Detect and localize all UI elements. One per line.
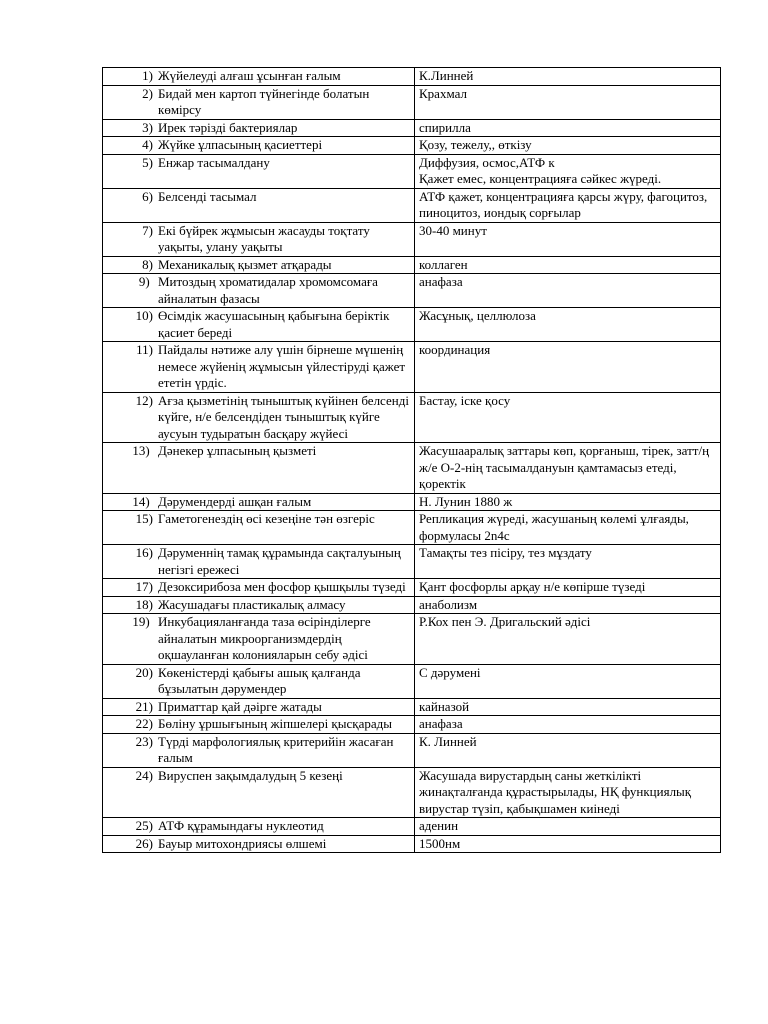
- row-number: 19): [132, 614, 153, 629]
- row-number: 9): [138, 274, 153, 289]
- answer-cell: коллаген: [415, 256, 721, 274]
- row-number: 21): [135, 698, 153, 714]
- table-row: [103, 664, 721, 698]
- row-number: 25): [135, 818, 153, 833]
- question-text: Дәрумендерді ашқан ғалым: [158, 493, 312, 509]
- row-number: 23): [135, 733, 153, 749]
- row-number: 8): [142, 256, 153, 272]
- row-number: 10): [135, 308, 153, 323]
- row-number: 3): [142, 119, 153, 135]
- question-text: Түрді марфологиялық критерийін жасаған ғалым: [158, 733, 394, 765]
- row-number: 12): [135, 392, 153, 408]
- question-text: Көкеністерді қабығы ашық қалғанда бұзылатын дәрумендер: [158, 664, 361, 696]
- row-number: 7): [142, 222, 153, 238]
- table-row: [103, 443, 721, 494]
- question-cell: [103, 545, 415, 579]
- table-row: [103, 545, 721, 579]
- question-cell: [103, 274, 415, 308]
- question-cell: [103, 716, 415, 734]
- question-text: Пайдалы нәтиже алу үшін бірнеше мүшенің немесе жүйенің жұмысын үйлестіруді қажет ететін үрдіс.: [158, 342, 406, 390]
- row-number: 14): [132, 493, 153, 509]
- question-text: Вируспен зақымдалудың 5 кезеңі: [158, 767, 343, 783]
- table-row: [103, 68, 721, 86]
- answer-cell: Қант фосфорлы арқау н/е көпірше түзеді: [415, 579, 721, 597]
- table-row: [103, 614, 721, 665]
- answer-cell: Жасушада вирустардың саны жеткілікті жинақталғанда құрастырылады, НҚ функциялық вирустар түзіп, қабықшамен киінеді: [415, 767, 721, 818]
- table-row: [103, 596, 721, 614]
- answer-cell: С дәрумені: [415, 664, 721, 698]
- answer-cell: Р.Кох пен Э. Дригальский әдісі: [415, 614, 721, 665]
- question-cell: [103, 85, 415, 119]
- table-row: [103, 511, 721, 545]
- answer-cell: Жасұнық, целлюлоза: [415, 308, 721, 342]
- question-text: Жасушадағы пластикалық алмасу: [158, 596, 346, 612]
- question-cell: [103, 596, 415, 614]
- answer-cell: Бастау, іске қосу: [415, 392, 721, 443]
- table-row: [103, 119, 721, 137]
- table-row: [103, 698, 721, 716]
- row-number: 15): [135, 511, 153, 526]
- answer-cell: аденин: [415, 818, 721, 836]
- question-text: Дәруменнің тамақ құрамында сақталуының негізгі ережесі: [158, 545, 401, 577]
- question-cell: [103, 767, 415, 818]
- table-row: [103, 256, 721, 274]
- table-row: [103, 579, 721, 597]
- table-row: [103, 493, 721, 511]
- row-number: 6): [142, 188, 153, 204]
- question-cell: [103, 308, 415, 342]
- question-text: Бауыр митохондриясы өлшемі: [158, 835, 327, 851]
- answer-cell: анафаза: [415, 274, 721, 308]
- answer-cell: кайназой: [415, 698, 721, 716]
- question-cell: [103, 222, 415, 256]
- table-row: [103, 767, 721, 818]
- question-cell: [103, 119, 415, 137]
- row-number: 1): [142, 68, 153, 83]
- answer-cell: Крахмал: [415, 85, 721, 119]
- row-number: 13): [132, 443, 153, 458]
- question-cell: [103, 664, 415, 698]
- row-number: 16): [135, 545, 153, 560]
- answer-cell: координация: [415, 342, 721, 393]
- question-cell: [103, 392, 415, 443]
- table-row: [103, 188, 721, 222]
- qa-table-body: [103, 68, 721, 853]
- answer-cell: 30-40 минут: [415, 222, 721, 256]
- table-row: [103, 85, 721, 119]
- row-number: 4): [142, 137, 153, 152]
- answer-cell: анаболизм: [415, 596, 721, 614]
- question-cell: [103, 493, 415, 511]
- answer-cell: Тамақты тез пісіру, тез мұздату: [415, 545, 721, 579]
- row-number: 5): [142, 154, 153, 170]
- answer-cell: Репликация жүреді, жасушаның көлемі ұлғаяды, формуласы 2n4c: [415, 511, 721, 545]
- question-cell: [103, 342, 415, 393]
- question-cell: [103, 443, 415, 494]
- row-number: 18): [135, 596, 153, 612]
- question-text: Өсімдік жасушасының қабығына беріктік қасиет береді: [158, 308, 390, 340]
- row-number: 2): [142, 85, 153, 101]
- table-row: [103, 222, 721, 256]
- table-row: [103, 308, 721, 342]
- question-cell: [103, 137, 415, 155]
- table-row: [103, 716, 721, 734]
- question-text: АТФ құрамындағы нуклеотид: [158, 818, 324, 833]
- row-number: 11): [136, 342, 153, 357]
- row-number: 17): [135, 579, 153, 594]
- table-row: [103, 342, 721, 393]
- answer-cell: Қозу, тежелу,, өткізу: [415, 137, 721, 155]
- question-text: Митоздың хроматидалар хромомсомаға айналатын фазасы: [158, 274, 378, 306]
- answer-cell: К.Линней: [415, 68, 721, 86]
- table-row: [103, 137, 721, 155]
- table-row: [103, 154, 721, 188]
- answer-cell: спирилла: [415, 119, 721, 137]
- row-number: 22): [135, 716, 153, 731]
- question-cell: [103, 256, 415, 274]
- question-cell: [103, 818, 415, 836]
- question-text: Жүйелеуді алғаш ұсынған ғалым: [158, 68, 341, 83]
- row-number: 26): [135, 835, 153, 851]
- answer-cell: Жасушааралық заттары көп, қорғаныш, тірек, затт/ң ж/е О-2-нің тасымалдануын қамтамасыз етеді, қоректік: [415, 443, 721, 494]
- question-cell: [103, 614, 415, 665]
- row-number: 24): [135, 767, 153, 783]
- question-cell: [103, 733, 415, 767]
- table-row: [103, 274, 721, 308]
- answer-cell: анафаза: [415, 716, 721, 734]
- question-text: Ағза қызметінің тыныштық күйінен белсенді күйге, н/е белсендіден тыныштық күйге аусуын тудыратын басқару жүйесі: [158, 392, 409, 441]
- question-text: Инкубацияланғанда таза өсірінділерге айналатын микроорганизмдердің оқшауланған колонияларын себу әдісі: [158, 614, 371, 662]
- question-cell: [103, 154, 415, 188]
- table-row: [103, 818, 721, 836]
- row-number: 20): [135, 664, 153, 680]
- table-row: [103, 733, 721, 767]
- answer-cell: К. Линней: [415, 733, 721, 767]
- question-text: Екі бүйрек жұмысын жасауды тоқтату уақыты, улану уақыты: [158, 222, 370, 254]
- question-text: Механикалық қызмет атқарады: [158, 256, 332, 272]
- question-text: Ирек тәрізді бактериялар: [158, 119, 298, 135]
- question-text: Белсенді тасымал: [158, 188, 257, 204]
- question-text: Гаметогенездің өсі кезеңіне тән өзгеріс: [158, 511, 375, 526]
- question-text: Енжар тасымалдану: [158, 154, 270, 170]
- answer-cell: Диффузия, осмос,АТФ к Қажет емес, концентрацияға сәйкес жүреді.: [415, 154, 721, 188]
- question-text: Жүйке ұлпасының қасиеттері: [158, 137, 323, 152]
- question-cell: [103, 68, 415, 86]
- answer-cell: 1500нм: [415, 835, 721, 853]
- table-row: [103, 835, 721, 853]
- question-text: Дәнекер ұлпасының қызметі: [158, 443, 317, 458]
- question-text: Приматтар қай дәірге жатады: [158, 698, 322, 714]
- table-row: [103, 392, 721, 443]
- qa-table: [102, 67, 721, 853]
- question-cell: [103, 698, 415, 716]
- question-cell: [103, 188, 415, 222]
- question-text: Дезоксирибоза мен фосфор қышқылы түзеді: [158, 579, 406, 594]
- question-text: Бидай мен картоп түйнегінде болатын көмірсу: [158, 85, 370, 117]
- answer-cell: Н. Лунин 1880 ж: [415, 493, 721, 511]
- question-cell: [103, 835, 415, 853]
- question-cell: [103, 579, 415, 597]
- question-cell: [103, 511, 415, 545]
- answer-cell: АТФ қажет, концентрацияға қарсы жүру, фагоцитоз, пиноцитоз, иондық сорғылар: [415, 188, 721, 222]
- question-text: Бөліну ұршығының жіпшелері қысқарады: [158, 716, 392, 731]
